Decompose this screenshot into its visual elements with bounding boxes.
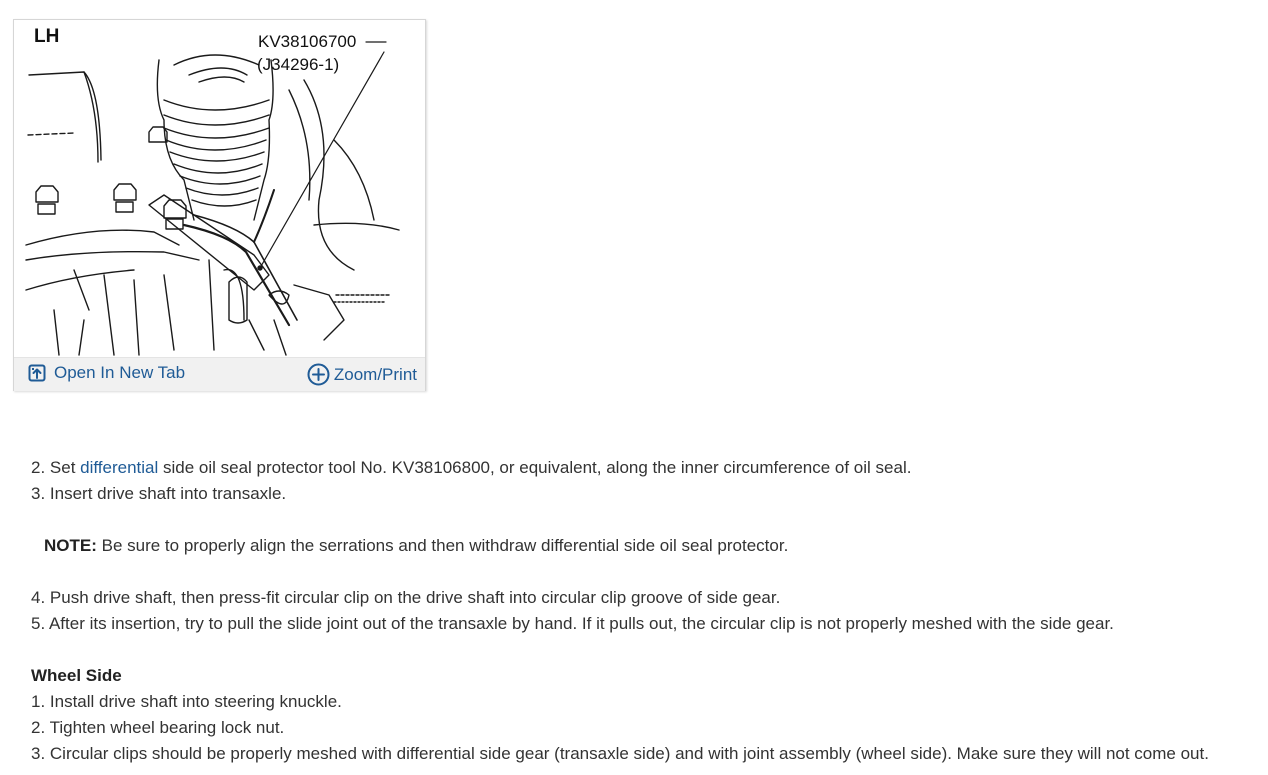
spacer xyxy=(31,637,1266,663)
drive-shaft-installation-diagram xyxy=(14,20,425,357)
differential-link[interactable]: differential xyxy=(80,458,159,477)
wheel-side-step-2: 2. Tighten wheel bearing lock nut. xyxy=(31,718,285,737)
note-text: Be sure to properly align the serrations and then withdraw differential side oil seal protector. xyxy=(96,536,789,555)
figure-label-tool-alt-number: (J34296-1) xyxy=(257,55,340,74)
instruction-step-3: 3. Insert drive shaft into transaxle. xyxy=(31,484,287,503)
zoom-plus-icon xyxy=(307,363,330,386)
figure-card xyxy=(13,19,426,391)
instruction-step-5: 5. After its insertion, try to pull the slide joint out of the transaxle by hand. If it pulls out, the circular clip is not properly meshed with the side gear. xyxy=(31,614,1114,633)
step-2-suffix: side oil seal protector tool No. KV38106800, or equivalent, along the inner circumference of oil seal. xyxy=(158,458,912,477)
wheel-side-heading: Wheel Side xyxy=(31,666,122,685)
figure-label-side: LH xyxy=(34,26,60,47)
instructions-text xyxy=(31,455,1266,767)
open-in-new-tab-label: Open In New Tab xyxy=(54,363,186,382)
open-in-new-tab-link[interactable] xyxy=(28,363,185,383)
zoom-print-label: Zoom/Print xyxy=(333,364,417,384)
instruction-step-2 xyxy=(31,455,1266,481)
zoom-print-link[interactable] xyxy=(307,363,417,386)
note-paragraph xyxy=(31,533,1266,559)
wheel-side-step-3: 3. Circular clips should be properly meshed with differential side gear (transaxle side) and with joint assembly (wheel side). Make sure they will not come out. xyxy=(31,744,1209,763)
open-new-tab-icon xyxy=(28,364,46,382)
figure-label-tool-number: KV38106700 xyxy=(258,32,357,51)
spacer xyxy=(31,559,1266,585)
step-2-prefix: 2. Set xyxy=(31,458,81,477)
spacer xyxy=(31,507,1266,533)
wheel-side-step-1: 1. Install drive shaft into steering knuckle. xyxy=(31,692,342,711)
figure-toolbar xyxy=(14,357,425,391)
note-label: NOTE: xyxy=(44,536,97,555)
instruction-step-4: 4. Push drive shaft, then press-fit circular clip on the drive shaft into circular clip groove of side gear. xyxy=(31,588,781,607)
